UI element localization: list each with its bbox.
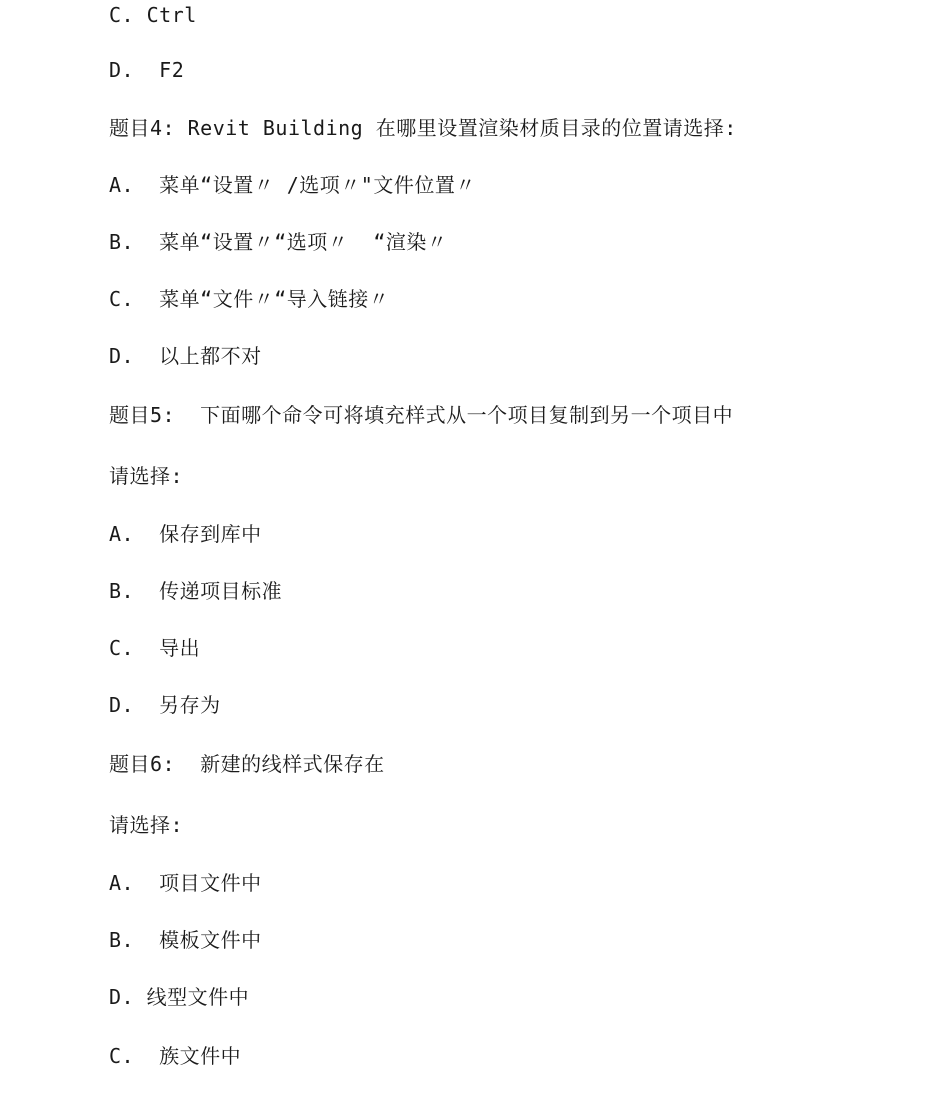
q3-option-d: D. F2: [109, 58, 185, 82]
q4-option-a: A. 菜单“设置〃 /选项〃"文件位置〃: [109, 173, 476, 197]
q6-option-d: D. 线型文件中: [109, 985, 250, 1009]
q4-question: 题目4: Revit Building 在哪里设置渲染材质目录的位置请选择:: [109, 116, 737, 140]
q4-option-c: C. 菜单“文件〃“导入链接〃: [109, 287, 390, 311]
q5-option-d: D. 另存为: [109, 693, 221, 717]
q4-option-b: B. 菜单“设置〃“选项〃 “渲染〃: [109, 230, 448, 254]
q3-option-c: C. Ctrl: [109, 3, 197, 27]
q6-option-c: C. 族文件中: [109, 1044, 242, 1068]
q5-option-c: C. 导出: [109, 636, 201, 660]
q5-option-b: B. 传递项目标准: [109, 579, 283, 603]
q6-question: 题目6: 新建的线样式保存在: [109, 752, 385, 776]
q5-question: 题目5: 下面哪个命令可将填充样式从一个项目复制到另一个项目中: [109, 403, 734, 427]
q6-prompt: 请选择:: [109, 813, 184, 837]
q6-option-b: B. 模板文件中: [109, 928, 262, 952]
q5-prompt: 请选择:: [109, 464, 184, 488]
q6-option-a: A. 项目文件中: [109, 871, 262, 895]
q4-option-d: D. 以上都不对: [109, 344, 262, 368]
q5-option-a: A. 保存到库中: [109, 522, 262, 546]
